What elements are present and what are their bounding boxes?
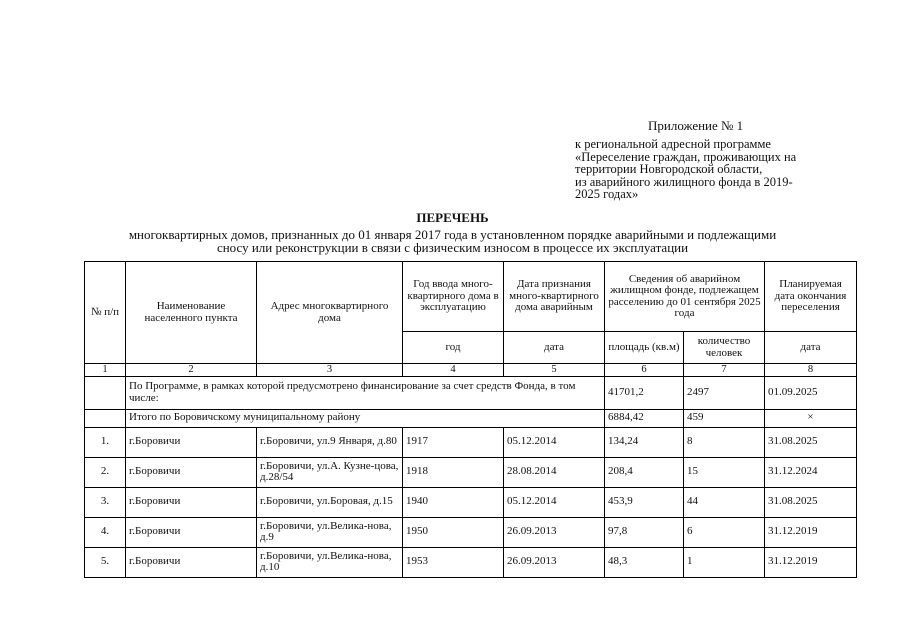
row-date: 26.09.2013 bbox=[504, 547, 605, 577]
program-total-label: По Программе, в рамках которой предусмотрено финансирование за счет средств Фонда, в том числе: bbox=[126, 376, 605, 409]
header-date-recognized: Дата признания много-квартирного дома аварийным bbox=[504, 262, 605, 332]
program-total-people: 2497 bbox=[684, 376, 765, 409]
row-area: 97,8 bbox=[605, 517, 684, 547]
column-number: 8 bbox=[765, 364, 857, 377]
program-total-row bbox=[85, 376, 857, 409]
header-year-intro: Год ввода много-квартирного дома в эксплуатацию bbox=[403, 262, 504, 332]
row-planned: 31.08.2025 bbox=[765, 427, 857, 457]
subheader-people: количество человек bbox=[684, 332, 765, 364]
row-area: 453,9 bbox=[605, 487, 684, 517]
header-address: Адрес многоквартирного дома bbox=[257, 262, 403, 364]
table-row bbox=[85, 487, 857, 517]
row-year: 1950 bbox=[403, 517, 504, 547]
row-date: 26.09.2013 bbox=[504, 517, 605, 547]
row-address: г.Боровичи, ул.9 Января, д.80 bbox=[257, 427, 403, 457]
subheader-date2: дата bbox=[765, 332, 857, 364]
district-total-row bbox=[85, 409, 857, 427]
appendix-line: к региональной адресной программе bbox=[575, 137, 771, 151]
column-number: 2 bbox=[126, 364, 257, 377]
housing-table bbox=[84, 261, 857, 578]
row-date: 28.08.2014 bbox=[504, 457, 605, 487]
appendix-line: «Переселение граждан, проживающих на bbox=[575, 149, 797, 164]
column-number: 4 bbox=[403, 364, 504, 377]
appendix-title: Приложение № 1 bbox=[648, 118, 744, 133]
table-row bbox=[85, 517, 857, 547]
row-address: г.Боровичи, ул.Велика-нова, д.9 bbox=[257, 517, 403, 547]
header-settlement: Наименование населенного пункта bbox=[126, 262, 257, 364]
row-num: 1. bbox=[85, 427, 126, 457]
row-date: 05.12.2014 bbox=[504, 487, 605, 517]
subheader-date: дата bbox=[504, 332, 605, 364]
subheader-area: площадь (кв.м) bbox=[605, 332, 684, 364]
appendix-line: 2025 годах» bbox=[575, 187, 639, 201]
column-number: 3 bbox=[257, 364, 403, 377]
header-info: Сведения об аварийном жилищном фонде, подлежащем расселению до 01 сентября 2025 года bbox=[605, 262, 765, 332]
row-people: 15 bbox=[684, 457, 765, 487]
row-address: г.Боровичи, ул.А. Кузне-цова, д.28/54 bbox=[257, 457, 403, 487]
row-num: 5. bbox=[85, 547, 126, 577]
header-num: № п/п bbox=[85, 262, 126, 364]
column-number: 6 bbox=[605, 364, 684, 377]
program-total-area: 41701,2 bbox=[605, 376, 684, 409]
appendix-line: из аварийного жилищного фонда в 2019- bbox=[575, 174, 793, 189]
row-planned: 31.12.2019 bbox=[765, 547, 857, 577]
row-address: г.Боровичи, ул.Боровая, д.15 bbox=[257, 487, 403, 517]
document-subtitle bbox=[0, 229, 905, 254]
table-row bbox=[85, 457, 857, 487]
column-number-row bbox=[85, 364, 857, 377]
district-total-people: 459 bbox=[684, 409, 765, 427]
header-row bbox=[85, 262, 857, 332]
subheader-year: год bbox=[403, 332, 504, 364]
district-total-area: 6884,42 bbox=[605, 409, 684, 427]
row-settlement: г.Боровичи bbox=[126, 547, 257, 577]
row-people: 8 bbox=[684, 427, 765, 457]
district-total-num-cell bbox=[85, 409, 126, 427]
row-planned: 31.12.2019 bbox=[765, 517, 857, 547]
row-area: 208,4 bbox=[605, 457, 684, 487]
row-year: 1953 bbox=[403, 547, 504, 577]
row-planned: 31.08.2025 bbox=[765, 487, 857, 517]
document-title: ПЕРЕЧЕНЬ bbox=[416, 210, 489, 225]
subtitle-line: сносу или реконструкции в связи с физическим износом в процессе их эксплуатации bbox=[216, 239, 689, 255]
appendix-line: территории Новгородской области, bbox=[575, 162, 763, 176]
row-planned: 31.12.2024 bbox=[765, 457, 857, 487]
column-number: 5 bbox=[504, 364, 605, 377]
program-total-num-cell bbox=[85, 376, 126, 409]
row-num: 4. bbox=[85, 517, 126, 547]
row-year: 1917 bbox=[403, 427, 504, 457]
row-year: 1940 bbox=[403, 487, 504, 517]
row-settlement: г.Боровичи bbox=[126, 517, 257, 547]
row-address: г.Боровичи, ул.Велика-нова, д.10 bbox=[257, 547, 403, 577]
column-number: 1 bbox=[85, 364, 126, 377]
table-row bbox=[85, 547, 857, 577]
subtitle-line: многоквартирных домов, признанных до 01 января 2017 года в установленном порядке аварийными и подлежащими bbox=[128, 227, 777, 242]
column-number: 7 bbox=[684, 364, 765, 377]
row-area: 48,3 bbox=[605, 547, 684, 577]
row-area: 134,24 bbox=[605, 427, 684, 457]
header-planned-date: Планируемая дата окончания переселения bbox=[765, 262, 857, 332]
appendix-body bbox=[575, 138, 875, 201]
row-people: 6 bbox=[684, 517, 765, 547]
table-row bbox=[85, 427, 857, 457]
row-date: 05.12.2014 bbox=[504, 427, 605, 457]
row-people: 44 bbox=[684, 487, 765, 517]
row-num: 3. bbox=[85, 487, 126, 517]
row-year: 1918 bbox=[403, 457, 504, 487]
row-settlement: г.Боровичи bbox=[126, 457, 257, 487]
row-num: 2. bbox=[85, 457, 126, 487]
row-settlement: г.Боровичи bbox=[126, 487, 257, 517]
row-people: 1 bbox=[684, 547, 765, 577]
row-settlement: г.Боровичи bbox=[126, 427, 257, 457]
district-total-label: Итого по Боровичскому муниципальному району bbox=[126, 409, 605, 427]
program-total-date: 01.09.2025 bbox=[765, 376, 857, 409]
district-total-date: × bbox=[765, 409, 857, 427]
